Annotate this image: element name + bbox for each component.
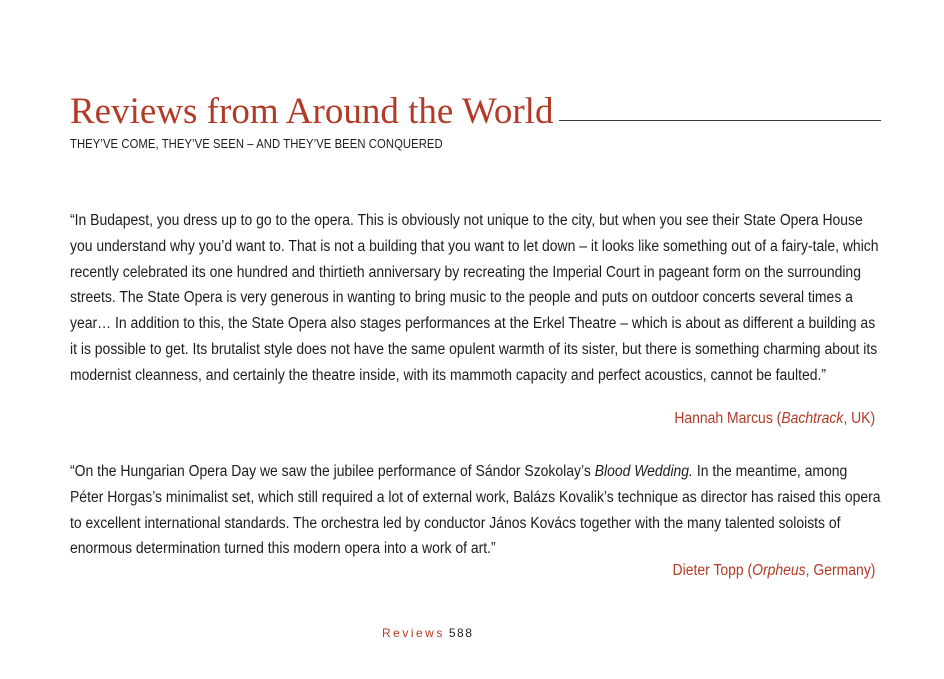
review-quote-2-work-title: Blood Wedding. (594, 463, 693, 480)
review-country-2: Germany (812, 562, 871, 579)
page-title: Reviews from Around the World (70, 91, 554, 132)
review-quote-2-start: “On the Hungarian Opera Day we saw the jubilee performance of Sándor Szokolay’s (70, 463, 595, 480)
title-row (70, 92, 881, 132)
page-subtitle: THEY’VE COME, THEY’VE SEEN – AND THEY’VE BEEN CONQUERED (70, 137, 443, 151)
title-rule (559, 120, 881, 121)
review-attribution-2: Dieter Topp (Orpheus, Germany) (672, 562, 875, 579)
review-author-2: Dieter Topp (672, 562, 744, 579)
page-footer (382, 626, 473, 640)
review-quote-2-end: In the meantime, among Péter Horgas’s minimalist set, which still required a lot of external work, Balázs Kovalik’s technique as director has raised this opera to excellent international standards. The orchestra led by conductor János Kovács together with the many talented soloists of enormous determination turned this modern opera into a work of art.” (70, 463, 881, 558)
review-attribution-1: Hannah Marcus (Bachtrack, UK) (674, 410, 875, 427)
review-author-1: Hannah Marcus (674, 410, 773, 427)
review-publication-2: Orpheus (751, 562, 806, 579)
review-quote-2 (70, 459, 881, 562)
page-number: 588 (448, 626, 474, 640)
footer-section-label: Reviews (382, 626, 445, 640)
review-publication-1: Bachtrack (781, 410, 844, 427)
review-quote-1: “In Budapest, you dress up to go to the opera. This is obviously not unique to the city, but when you see their State Opera House you understand why you’d want to. That is not a building that you want to let down – it looks like something out of a fairy-tale, which recently celebrated its one hundred and thirtieth anniversary by recreating the Imperial Court in pageant form on the surrounding streets. The State Opera is very generous in wanting to bring music to the people and puts on outdoor concerts several times a year… In addition to this, the State Opera also stages performances at the Erkel Theatre – which is about as different a building as it is possible to get. Its brutalist style does not have the same opulent warmth of its sister, but there is something charming about its modernist cleanness, and certainly the theatre inside, with its mammoth capacity and perfect acoustics, cannot be faulted.” (70, 212, 879, 384)
review-country-1: UK (850, 410, 871, 427)
